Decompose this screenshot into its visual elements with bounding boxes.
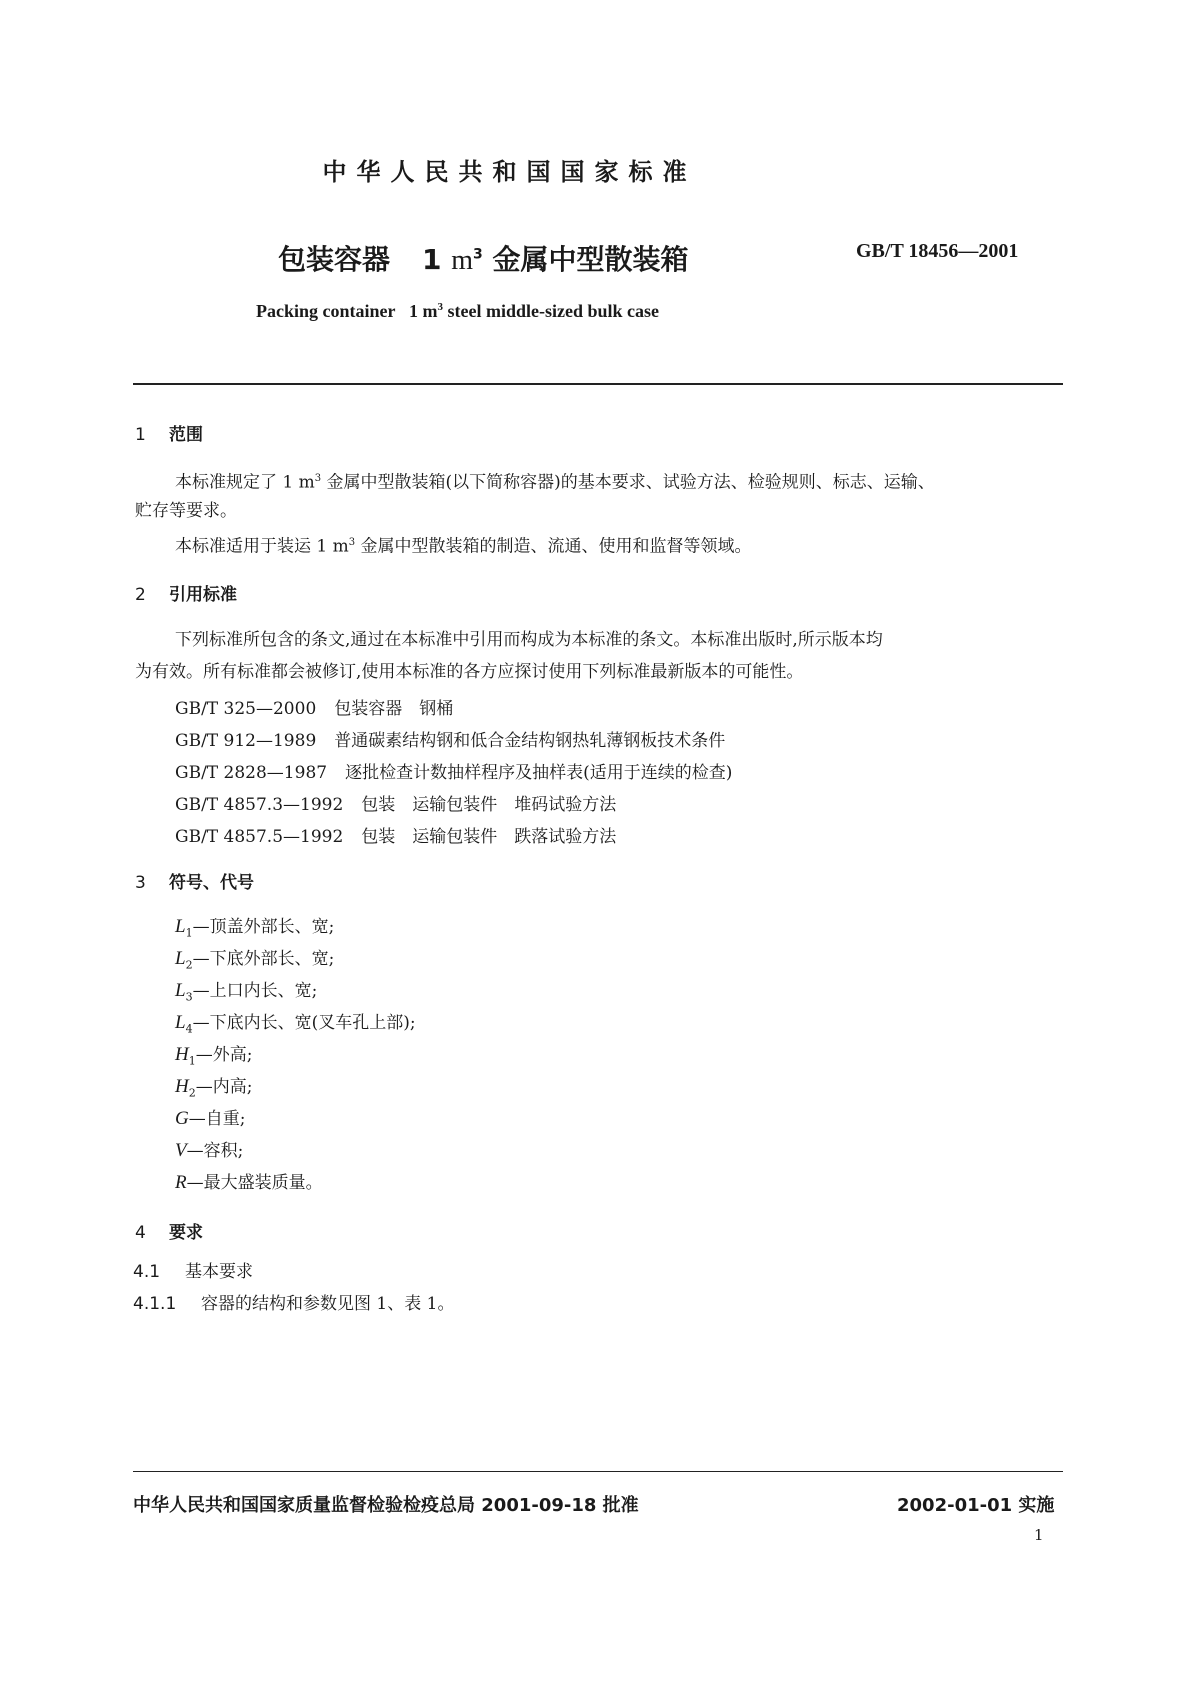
reference-item [175, 790, 634, 815]
en-title-suffix: steel middle-sized bulk case [447, 301, 659, 321]
text-run: 本标准适用于装运 1 m [175, 536, 349, 557]
reference-item [175, 694, 471, 719]
section-number: 4 [135, 1223, 146, 1243]
reference-item [175, 758, 750, 783]
symbol-item [175, 1072, 252, 1099]
superscript: 3 [348, 537, 356, 548]
section-number: 1 [135, 425, 146, 445]
symbol-description: —上口内长、宽; [192, 981, 318, 1001]
reference-code: GB/T 4857.5—1992 [175, 827, 344, 847]
title-unit: m [451, 245, 474, 276]
text-run: 金属中型散装箱的制造、流通、使用和监督等领域。 [355, 536, 752, 557]
section-title: 引用标准 [169, 585, 237, 605]
symbol-item [175, 976, 317, 1003]
header-divider [133, 383, 1063, 385]
footer-divider [133, 1471, 1063, 1472]
en-title-num: 1 [409, 301, 418, 321]
subsection-title: 基本要求 [185, 1262, 253, 1282]
section-number: 3 [135, 873, 146, 893]
reference-name: 逐批检查计数抽样程序及抽样表(适用于连续的检查) [345, 763, 733, 783]
symbol-item [175, 1104, 245, 1130]
section-4-heading [135, 1218, 203, 1243]
symbol: L [175, 980, 186, 1001]
title-sup: 3 [473, 246, 483, 263]
section-1-paragraph-2 [175, 527, 752, 563]
symbol: H [175, 1076, 189, 1097]
standard-number: GB/T 18456—2001 [856, 240, 1019, 262]
symbol-description: —顶盖外部长、宽; [192, 917, 335, 937]
symbol-item [175, 1168, 323, 1194]
symbol-item [175, 1008, 416, 1035]
section-1-paragraph-1-line-1 [175, 463, 935, 499]
section-number: 2 [135, 585, 146, 605]
reference-code: GB/T 2828—1987 [175, 763, 328, 783]
section-2-heading [135, 580, 237, 605]
section-1-paragraph-1-line-2: 贮存等要求。 [135, 501, 237, 521]
section-2-paragraph-line-1: 下列标准所包含的条文,通过在本标准中引用而构成为本标准的条文。本标准出版时,所示版本均 [175, 630, 883, 650]
reference-item [175, 822, 634, 847]
symbol: L [175, 1012, 186, 1033]
page-number: 1 [1034, 1526, 1044, 1544]
symbol-item [175, 912, 334, 939]
reference-name: 普通碳素结构钢和低合金结构钢热轧薄钢板技术条件 [334, 731, 726, 751]
reference-name: 包装容器 钢桶 [334, 699, 454, 719]
title-num: 1 [422, 243, 442, 276]
symbol-description: —下底外部长、宽; [192, 949, 335, 969]
subsection-4-1-1 [133, 1288, 454, 1320]
symbol-description: —下底内长、宽(叉车孔上部); [192, 1013, 416, 1033]
symbol-subscript: 1 [188, 1054, 196, 1068]
symbol-description: —最大盛装质量。 [186, 1173, 323, 1193]
symbol: G [175, 1108, 189, 1129]
title-prefix: 包装容器 [278, 243, 391, 276]
symbol-description: —容积; [186, 1141, 244, 1161]
symbol-item [175, 1040, 252, 1067]
subsection-number: 4.1.1 [133, 1294, 177, 1314]
symbol: V [175, 1140, 187, 1161]
en-title-sup: 3 [437, 301, 443, 313]
symbol-description: —自重; [188, 1109, 246, 1129]
subsection-number: 4.1 [133, 1262, 161, 1282]
section-title: 符号、代号 [169, 873, 254, 893]
symbol-description: —外高; [195, 1045, 253, 1065]
subsection-4-1 [133, 1256, 253, 1288]
english-title [256, 301, 659, 322]
section-title: 范围 [169, 425, 203, 445]
symbol-description: —内高; [195, 1077, 253, 1097]
reference-code: GB/T 4857.3—1992 [175, 795, 344, 815]
symbol: L [175, 948, 186, 969]
section-3-heading [135, 868, 254, 893]
section-2-paragraph-line-2: 为有效。所有标准都会被修订,使用本标准的各方应探讨使用下列标准最新版本的可能性。 [135, 662, 804, 682]
subsection-text: 容器的结构和参数见图 1、表 1。 [201, 1294, 455, 1314]
symbol-subscript: 4 [185, 1022, 193, 1036]
reference-name: 包装 运输包装件 跌落试验方法 [361, 827, 617, 847]
symbol-subscript: 1 [185, 926, 193, 940]
symbol-item [175, 1136, 243, 1162]
title-suffix: 金属中型散装箱 [492, 243, 689, 276]
symbol-subscript: 3 [185, 990, 193, 1004]
document-title [278, 238, 689, 278]
reference-item [175, 726, 743, 751]
reference-code: GB/T 912—1989 [175, 731, 317, 751]
text-run: 金属中型散装箱(以下简称容器)的基本要求、试验方法、检验规则、标志、运输、 [321, 472, 935, 493]
symbol-item [175, 944, 334, 971]
symbol: L [175, 916, 186, 937]
symbol: R [175, 1172, 187, 1193]
symbol-subscript: 2 [188, 1086, 196, 1100]
symbol-subscript: 2 [185, 958, 193, 972]
en-title-prefix: Packing container [256, 301, 396, 321]
symbol: H [175, 1044, 189, 1065]
text-run: 本标准规定了 1 m [175, 472, 315, 493]
effective-date: 2002-01-01 实施 [897, 1495, 1055, 1516]
section-1-heading [135, 420, 203, 445]
superscript: 3 [314, 473, 322, 484]
en-title-unit: m [422, 301, 438, 321]
reference-name: 包装 运输包装件 堆码试验方法 [361, 795, 617, 815]
section-title: 要求 [169, 1223, 203, 1243]
approval-line: 中华人民共和国国家质量监督检验检疫总局 2001-09-18 批准 [133, 1495, 639, 1516]
reference-code: GB/T 325—2000 [175, 699, 317, 719]
standard-org-header: 中华人民共和国国家标准 [322, 158, 697, 186]
